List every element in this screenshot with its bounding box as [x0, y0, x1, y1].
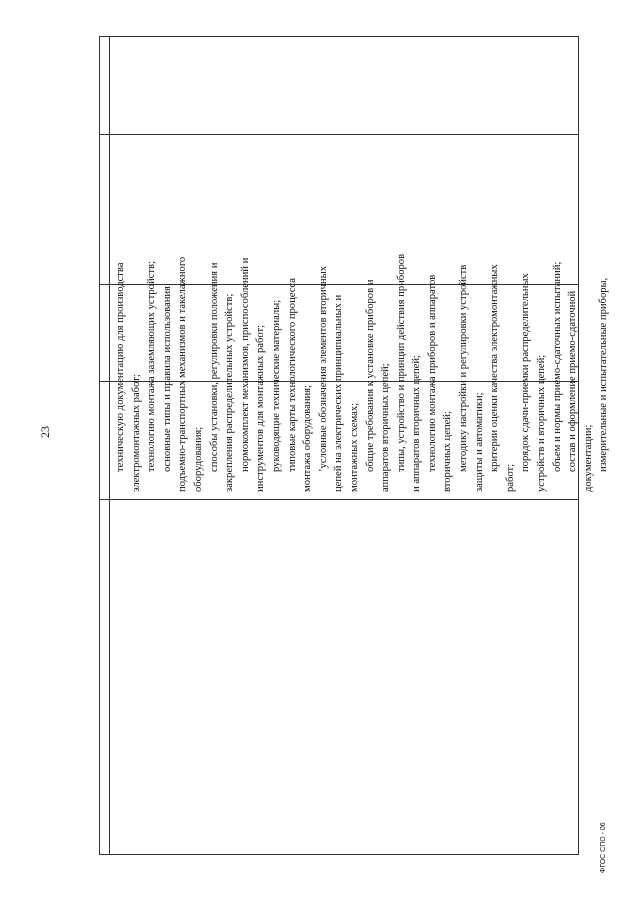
text-line: технологию монтажа приборов и аппаратов — [426, 274, 438, 472]
text-line: закрепления распределительных устройств; — [224, 293, 236, 492]
text-line: руководящие технические материалы; — [270, 299, 282, 472]
text-line: цепей на электрических принципиальных и — [333, 294, 345, 492]
text-line: общие требования к установке приборов и — [364, 279, 376, 472]
text-line: типы, устройство и принцип действия приборов — [395, 253, 407, 472]
text-line: документации; — [582, 424, 594, 492]
page-number: 23 — [38, 426, 52, 438]
text-line: измерительные и испытательные приборы, — [598, 277, 610, 472]
text-line: основные типы и правила использования — [161, 286, 173, 472]
text-line: типовые карты технологического процесса — [286, 278, 298, 472]
text-line: объем и нормы приемо-сдаточных испытаний; — [551, 261, 563, 472]
text-line: монтажных схемах; — [348, 402, 360, 492]
text-line: методику настройки и регулировки устройств — [458, 264, 470, 472]
text-line: и аппаратов вторичных цепей; — [411, 355, 423, 492]
text-line: ʼусловные обозначения элементов вторичных — [317, 265, 329, 472]
text-line: аппаратов вторичных цепей; — [380, 363, 392, 492]
text-line: состав и оформление приемо-сдаточной — [567, 290, 579, 472]
text-line: защиты и автоматики; — [473, 392, 485, 492]
text-line: подъемно-транспортных механизмов и такелажного — [177, 256, 189, 492]
content-cell-text — [109, 180, 610, 500]
text-line: монтажа оборудования; — [302, 385, 314, 492]
text-line: нормокомплект механизмов, приспособлений и — [239, 257, 251, 472]
text-line: техническую документацию для производства — [115, 262, 126, 472]
text-line: устройств и вторичных цепей; — [536, 354, 548, 492]
footer-code: ФГОС СПО - 06 — [600, 822, 607, 873]
text-line: инструментов для монтажных работ; — [255, 324, 267, 492]
text-line: электромонтажных работ; — [130, 374, 142, 492]
text-line: критерии оценки качества электромонтажных — [489, 264, 501, 472]
text-line: вторичных цепей; — [442, 411, 454, 492]
text-line: технологию монтажа заземляющих устройств; — [146, 261, 158, 472]
text-line: порядок сдачи-приемки распределительных — [520, 273, 532, 472]
text-line: работ; — [504, 463, 516, 492]
text-line: способы установки, регулировки положения и — [208, 262, 220, 472]
text-line: оборудования; — [192, 426, 204, 492]
row-divider — [100, 134, 578, 135]
